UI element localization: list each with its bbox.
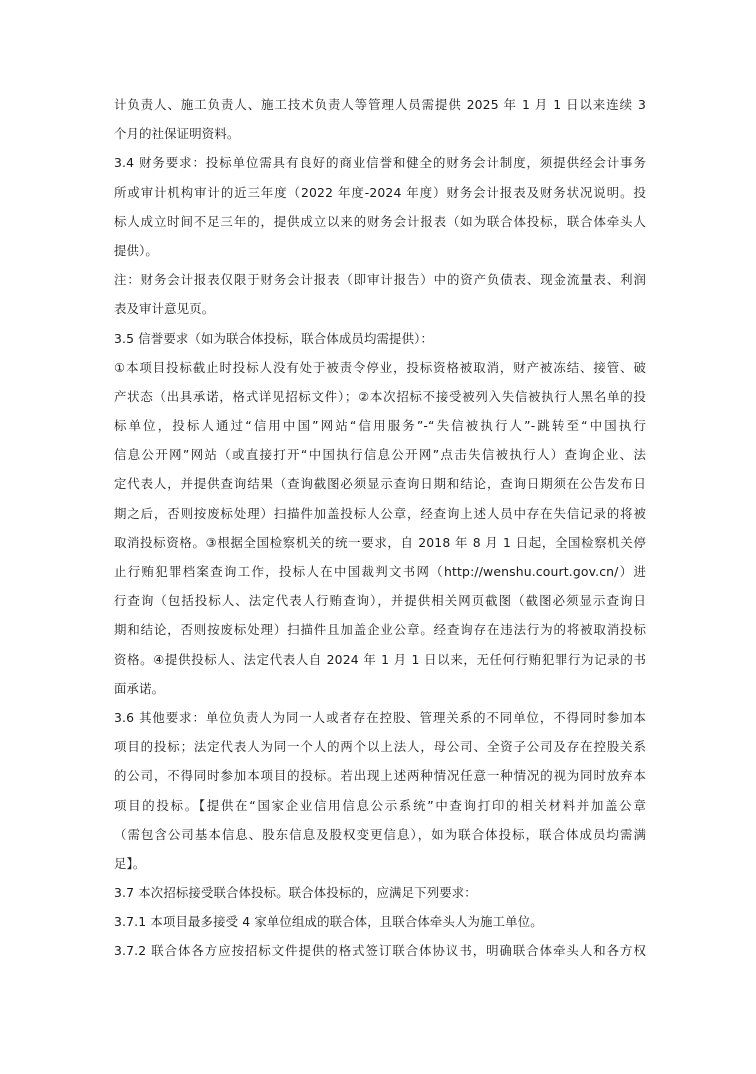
text-line: 计负责人、施工负责人、施工技术负责人等管理人员需提供 2025 年 1 月 1 日以来连续 3: [114, 97, 646, 112]
body-text: [114, 90, 646, 966]
text-line: 面承诺。: [114, 680, 165, 696]
text-line: 3.5 信誉要求（如为联合体投标，联合体成员均需提供）：: [114, 330, 434, 346]
text-line: 期之后，否则按废标处理）扫描件加盖投标人公章，经查询上述人员中存在失信记录的将被: [114, 505, 646, 521]
text-line: ①本项目投标截止时投标人没有处于被责令停业，投标资格被取消，财产被冻结、接管、破: [114, 359, 646, 375]
text-line: 注：财务会计报表仅限于财务会计报表（即审计报告）中的资产负债表、现金流量表、利润: [114, 272, 646, 288]
text-line: 行查询（包括投标人、法定代表人行贿查询），并提供相关网页截图（截图必须显示查询日: [114, 593, 646, 609]
text-line: 取消投标资格。③根据全国检察机关的统一要求，自 2018 年 8 月 1 日起，全国检察机关停: [114, 534, 646, 550]
text-line: 表及审计意见页。: [114, 301, 215, 317]
text-line: 所或审计机构审计的近三年度（2022 年度-2024 年度）财务会计报表及财务状况说明。投: [114, 184, 646, 200]
text-line: 3.4 财务要求：投标单位需具有良好的商业信誉和健全的财务会计制度，须提供经会计事务: [114, 155, 646, 171]
text-line: 定代表人，并提供查询结果（查询截图必须显示查询日期和结论，查询日期须在公告发布日: [114, 476, 646, 492]
text-line: 项目的投标；法定代表人为同一个人的两个以上法人，母公司、全资子公司及存在控股关系: [114, 739, 646, 755]
text-line: 的公司，不得同时参加本项目的投标。若出现上述两种情况任意一种情况的视为同时放弃本: [114, 768, 646, 784]
text-line: 3.6 其他要求：单位负责人为同一人或者存在控股、管理关系的不同单位，不得同时参加本: [114, 709, 646, 725]
text-line: 提供）。: [114, 242, 158, 258]
text-line: 产状态（出具承诺，格式详见招标文件）；②本次招标不接受被列入失信被执行人黑名单的投: [114, 388, 646, 404]
text-line: 标人成立时间不足三年的，提供成立以来的财务会计报表（如为联合体投标，联合体牵头人: [114, 213, 646, 229]
text-line: 信息公开网”网站（或直接打开“中国执行信息公开网”点击失信被执行人）查询企业、法: [114, 447, 646, 463]
text-line: 3.7.1 本项目最多接受 4 家单位组成的联合体，且联合体牵头人为施工单位。: [114, 914, 543, 930]
text-line: 足】。: [114, 855, 146, 871]
text-line: 3.7 本次招标接受联合体投标。联合体投标的，应满足下列要求：: [114, 885, 477, 901]
text-line: 项目的投标。【提供在“国家企业信用信息公示系统”中查询打印的相关材料并加盖公章: [114, 797, 646, 813]
text-line: 标单位，投标人通过“信用中国”网站“信用服务”-“失信被执行人”-跳转至“中国执行: [114, 418, 646, 434]
text-line: 期和结论，否则按废标处理）扫描件且加盖企业公章。经查询存在违法行为的将被取消投标: [114, 622, 646, 638]
text-line: 个月的社保证明资料。: [114, 126, 240, 142]
text-line: 资格。④提供投标人、法定代表人自 2024 年 1 月 1 日以来，无任何行贿犯罪行为记录的书: [114, 651, 646, 667]
text-line: 3.7.2 联合体各方应按招标文件提供的格式签订联合体协议书，明确联合体牵头人和各方权: [114, 943, 646, 959]
text-line: （需包含公司基本信息、股东信息及股权变更信息），如为联合体投标，联合体成员均需满: [114, 826, 646, 842]
text-line: 止行贿犯罪档案查询工作，投标人在中国裁判文书网（http://wenshu.court.gov.cn/）进: [114, 564, 646, 579]
